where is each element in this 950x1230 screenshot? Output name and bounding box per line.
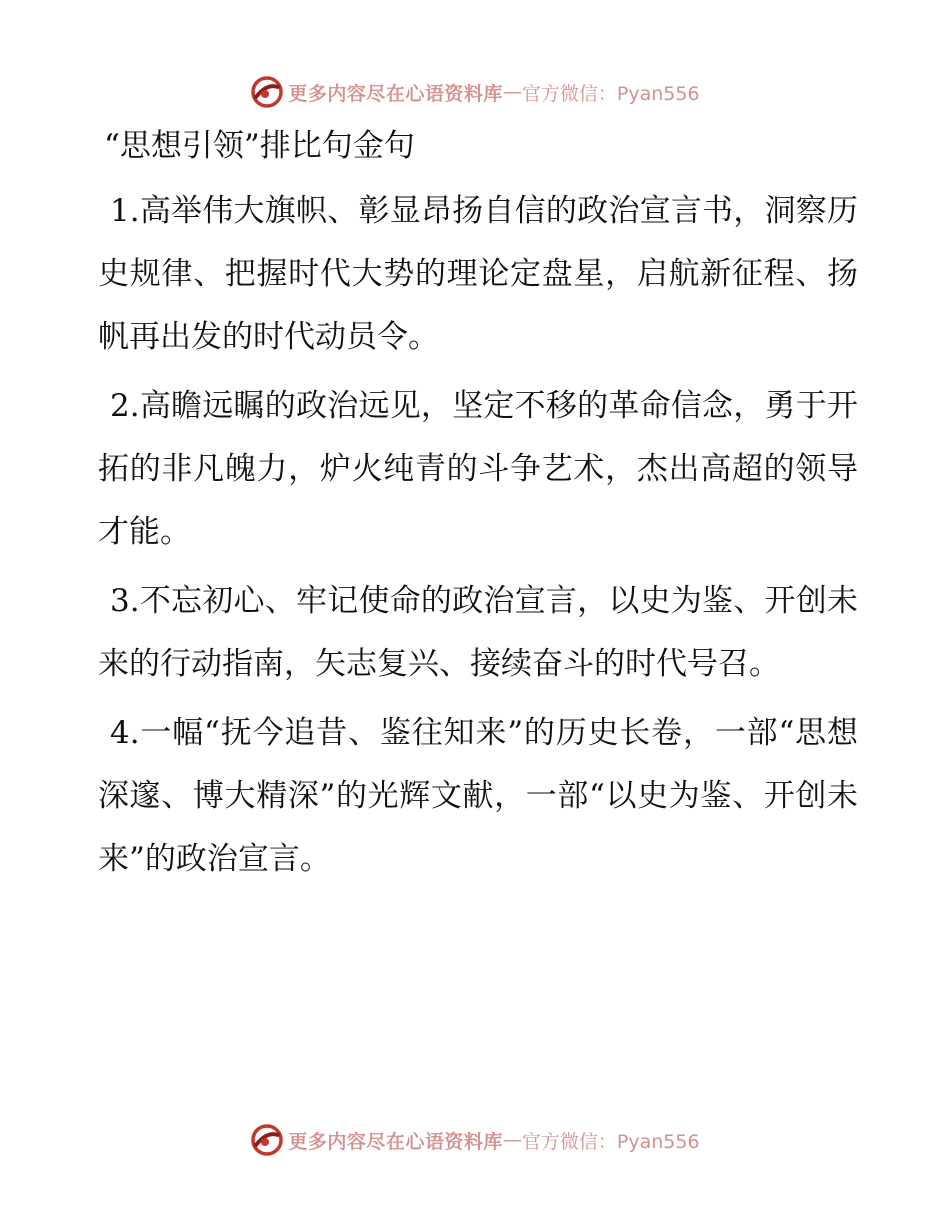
header-watermark bbox=[0, 72, 950, 112]
list-item bbox=[98, 702, 858, 891]
watermark-separator: — bbox=[502, 81, 522, 103]
item-text: 一幅“抚今追昔、鉴往知来”的历史长卷，一部“思想深邃、博大精深”的光辉文献，一部“以史为鉴、开创未来”的政治宣言。 bbox=[98, 715, 858, 877]
list-item bbox=[98, 570, 858, 696]
item-number: 3. bbox=[110, 583, 140, 619]
list-item bbox=[98, 375, 858, 564]
item-number: 2. bbox=[110, 388, 140, 424]
watermark-separator: — bbox=[502, 1129, 522, 1151]
document-title: “思想引领”排比句金句 bbox=[104, 128, 415, 164]
red-swirl-logo-icon bbox=[250, 75, 284, 109]
list-item bbox=[98, 180, 858, 369]
watermark-wechat-text: 官方微信：Pyan556 bbox=[521, 1130, 700, 1153]
document-body bbox=[98, 118, 858, 897]
item-text: 不忘初心、牢记使命的政治宣言，以史为鉴、开创未来的行动指南，矢志复兴、接续奋斗的时代号召。 bbox=[98, 583, 858, 682]
footer-watermark bbox=[0, 1120, 950, 1160]
item-number: 4. bbox=[110, 715, 140, 751]
item-text: 高举伟大旗帜、彰显昂扬自信的政治宣言书，洞察历史规律、把握时代大势的理论定盘星，启航新征程、扬帆再出发的时代动员令。 bbox=[98, 193, 858, 355]
item-text: 高瞻远瞩的政治远见，坚定不移的革命信念，勇于开拓的非凡魄力，炉火纯青的斗争艺术，杰出高超的领导才能。 bbox=[98, 388, 858, 550]
watermark-wechat-text: 官方微信：Pyan556 bbox=[521, 82, 700, 105]
item-number: 1. bbox=[110, 193, 140, 229]
watermark-site-text: 更多内容尽在心语资料库 bbox=[288, 1130, 503, 1153]
watermark-site-text: 更多内容尽在心语资料库 bbox=[288, 82, 503, 105]
red-swirl-logo-icon bbox=[250, 1123, 284, 1157]
